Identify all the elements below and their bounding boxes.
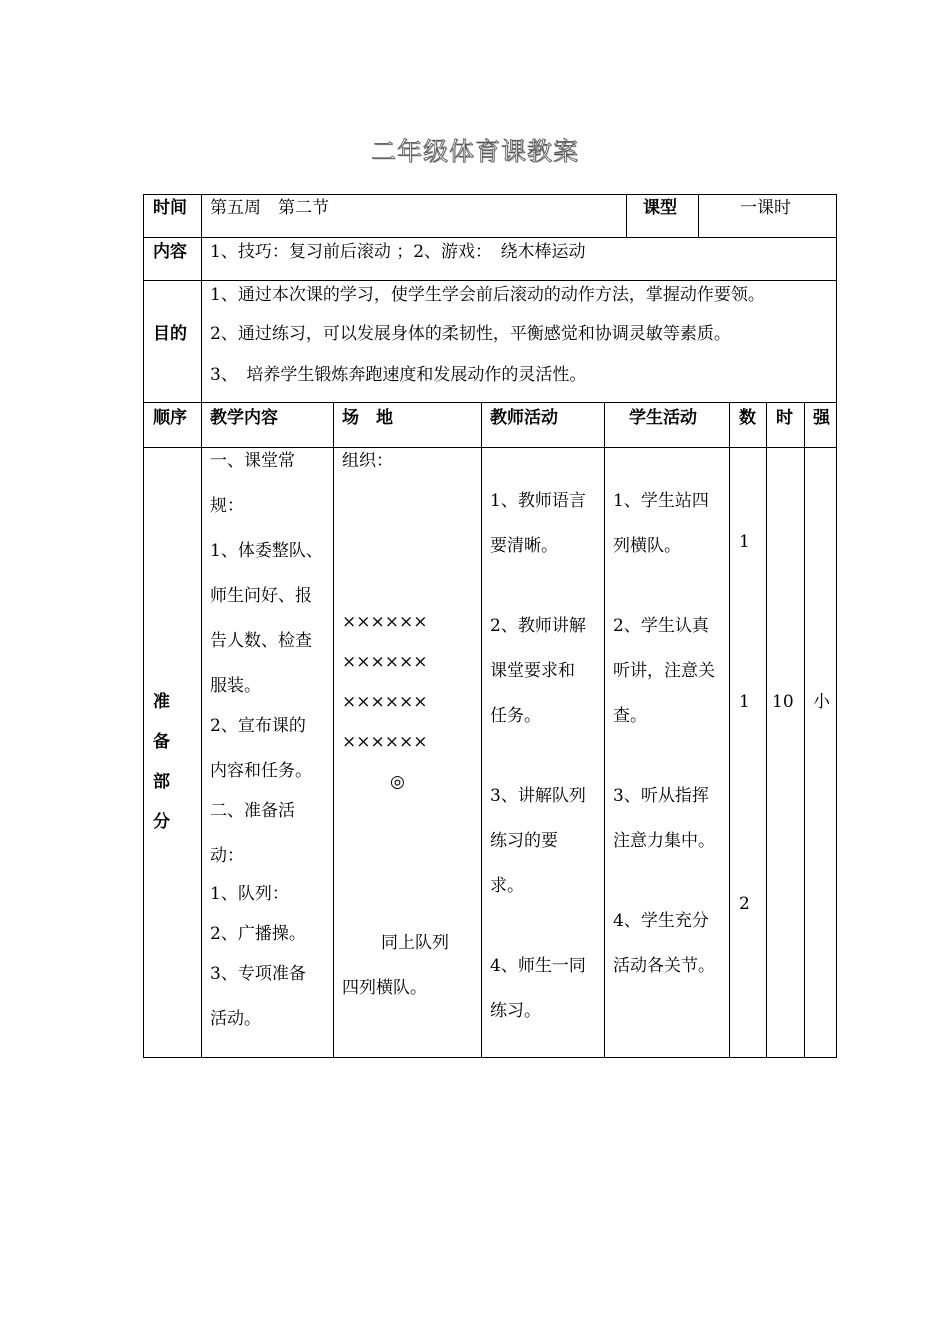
section-label-char: 部 [153, 772, 170, 792]
count-value: 1 [739, 692, 750, 712]
list-item: 3、专项准备 [210, 964, 306, 984]
page-title: 二年级体育课教案 [370, 137, 579, 166]
student-activity-list [613, 490, 715, 1000]
header-student-activity: 学生活动 [629, 408, 697, 428]
list-item [490, 920, 586, 955]
header-count: 数 [739, 408, 756, 428]
time-label: 时间 [153, 198, 187, 218]
teacher-activity-list [490, 490, 586, 1045]
content-label: 内容 [153, 242, 187, 262]
list-item: 练习的要 [490, 831, 558, 851]
list-item: 二、准备活 [210, 801, 295, 821]
table-divider [333, 402, 334, 1058]
table-border-right [836, 194, 837, 1058]
list-item: 1、队列： [210, 884, 289, 904]
list-item: 1、教师语言 [490, 491, 586, 511]
table-divider [201, 194, 202, 1058]
list-item [613, 580, 715, 615]
list-item: 1、体委整队、 [210, 541, 323, 561]
list-item: 活动各关节。 [613, 956, 715, 976]
count-value: 2 [739, 894, 750, 914]
list-item [613, 875, 715, 910]
formation-row: ×××××× [342, 612, 428, 632]
duration-value: 10 [772, 692, 794, 712]
table-divider [143, 447, 837, 448]
formation-row: ×××××× [342, 732, 428, 752]
list-item: 求。 [490, 876, 524, 896]
list-item: 3、讲解队列 [490, 786, 586, 806]
header-teaching-content: 教学内容 [210, 408, 278, 428]
table-divider [481, 402, 482, 1058]
venue-note: 同上队列 [381, 933, 449, 953]
list-item: 内容和任务。 [210, 761, 312, 781]
list-item [490, 750, 586, 785]
list-item: 告人数、检查 [210, 631, 312, 651]
list-item: 动： [210, 846, 244, 866]
time-value: 第五周 第二节 [210, 198, 329, 218]
header-intensity: 强 [813, 408, 830, 428]
table-divider [604, 402, 605, 1058]
teacher-position-mark: ◎ [390, 772, 405, 792]
table-divider [626, 194, 627, 238]
list-item: 4、师生一同 [490, 956, 586, 976]
list-item: 1、学生站四 [613, 491, 709, 511]
table-border-bottom [143, 1057, 837, 1058]
list-item: 规： [210, 496, 244, 516]
table-divider [698, 194, 699, 238]
objective-line: 1、通过本次课的学习，使学生学会前后滚动的动作方法，掌握动作要领。 [210, 285, 765, 305]
table-border-top [143, 194, 837, 195]
list-item: 师生问好、报 [210, 586, 312, 606]
table-divider [143, 280, 837, 281]
teaching-content-list [210, 450, 323, 1053]
venue-org-label: 组织： [342, 451, 393, 471]
header-venue: 场 地 [342, 408, 393, 428]
list-item: 服装。 [210, 676, 261, 696]
list-item: 要清晰。 [490, 536, 558, 556]
list-item: 课堂要求和 [490, 661, 575, 681]
table-divider [729, 402, 730, 1058]
table-divider [143, 402, 837, 403]
table-divider [766, 402, 767, 1058]
lesson-type-label: 课型 [643, 198, 677, 218]
list-item: 2、宣布课的 [210, 716, 306, 736]
list-item: 2、学生认真 [613, 616, 709, 636]
list-item: 2、广播操。 [210, 924, 306, 944]
table-border-left [143, 194, 144, 1058]
list-item: 一、课堂常 [210, 451, 295, 471]
list-item: 查。 [613, 706, 647, 726]
list-item [613, 750, 715, 785]
section-label-char: 准 [153, 692, 170, 712]
list-item: 练习。 [490, 1001, 541, 1021]
list-item: 2、教师讲解 [490, 616, 586, 636]
list-item: 3、听从指挥 [613, 786, 709, 806]
section-label-char: 备 [153, 732, 170, 752]
formation-row: ×××××× [342, 692, 428, 712]
list-item: 注意力集中。 [613, 831, 715, 851]
header-order: 顺序 [153, 408, 187, 428]
list-item: 任务。 [490, 706, 541, 726]
content-value: 1、技巧：复习前后滚动 ；2、游戏： 绕木棒运动 [210, 242, 586, 262]
venue-note: 四列横队。 [342, 978, 427, 998]
table-divider [143, 237, 837, 238]
section-label-char: 分 [153, 812, 170, 832]
header-duration: 时 [776, 408, 793, 428]
count-value: 1 [739, 532, 750, 552]
intensity-value: 小 [813, 692, 830, 712]
objective-line: 2、通过练习，可以发展身体的柔韧性，平衡感觉和协调灵敏等素质。 [210, 324, 731, 344]
objective-label: 目的 [153, 324, 187, 344]
formation-row: ×××××× [342, 652, 428, 672]
lesson-type-value: 一课时 [740, 198, 791, 218]
list-item: 列横队。 [613, 536, 681, 556]
objective-line: 3、 培养学生锻炼奔跑速度和发展动作的灵活性。 [210, 365, 587, 385]
list-item [490, 580, 586, 615]
header-teacher-activity: 教师活动 [490, 408, 558, 428]
table-divider [804, 402, 805, 1058]
list-item: 4、学生充分 [613, 911, 709, 931]
list-item: 活动。 [210, 1009, 261, 1029]
list-item: 听讲，注意关 [613, 661, 715, 681]
